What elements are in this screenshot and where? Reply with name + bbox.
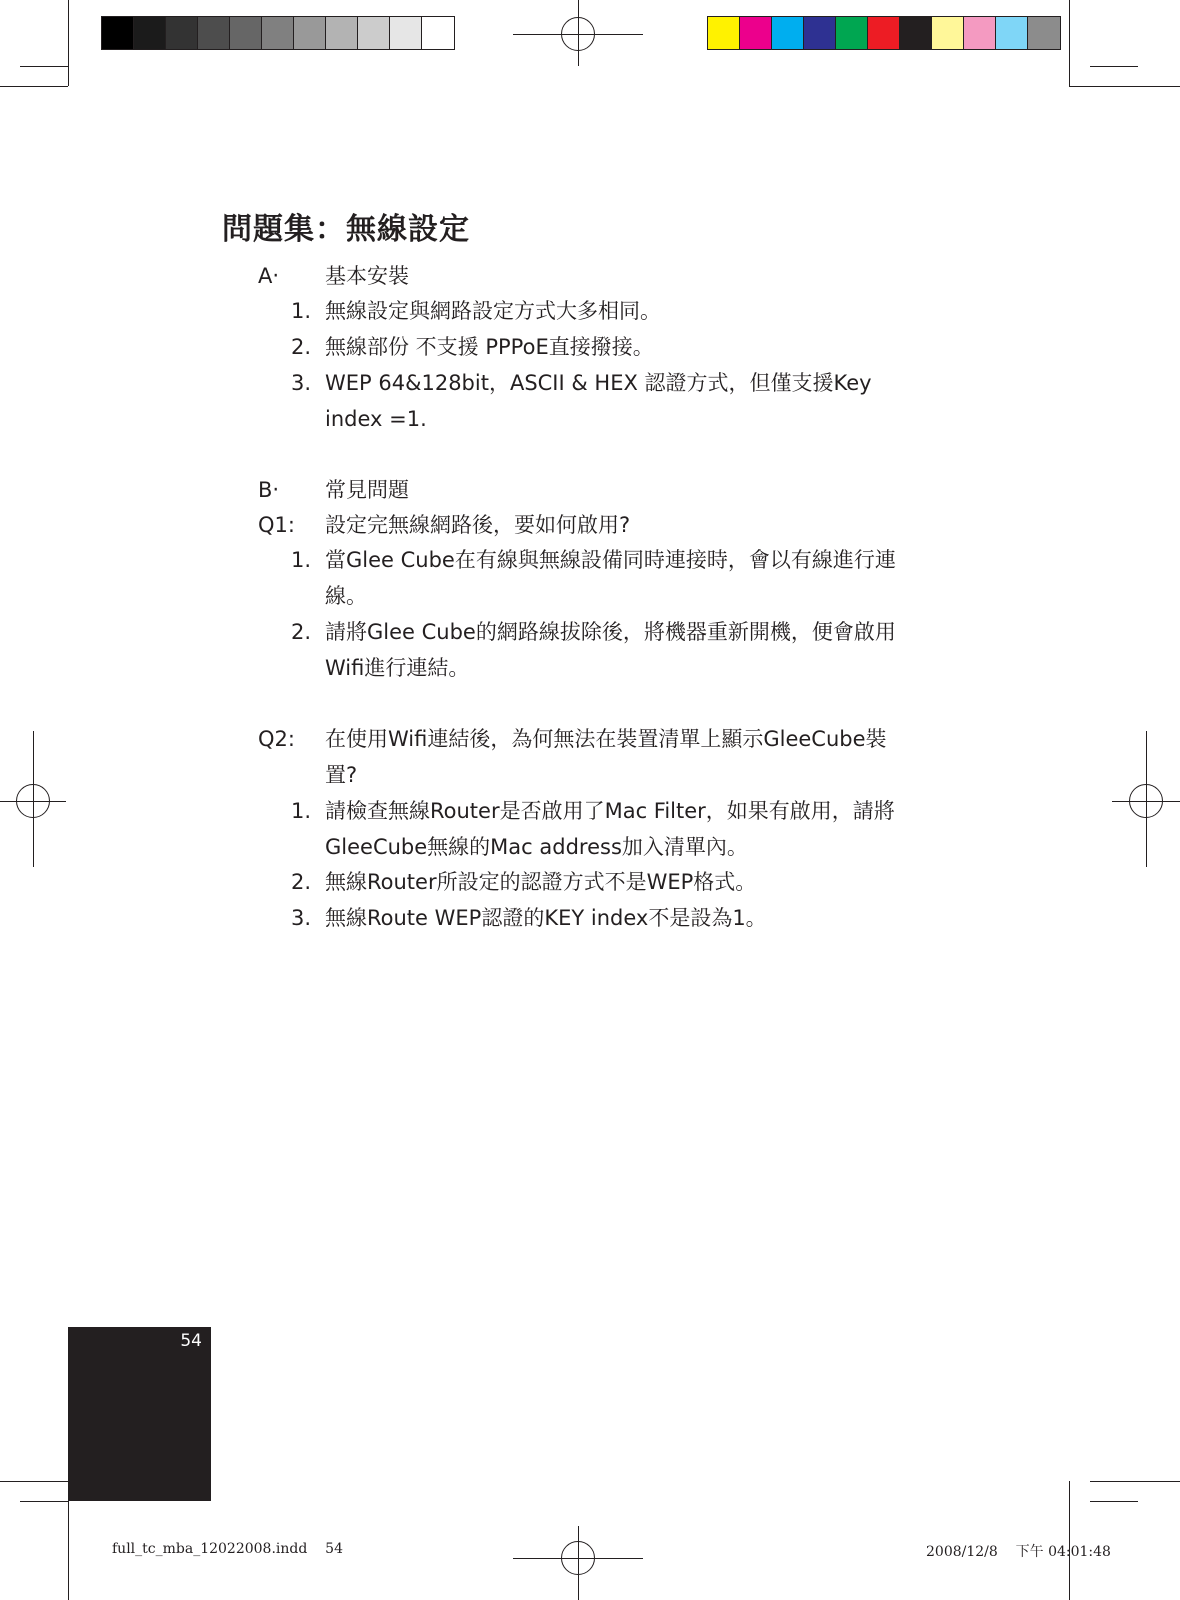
list-item-text: GleeCube無線的Mac address加入清單內。: [325, 835, 748, 859]
color-swatch: [134, 17, 166, 49]
color-swatch: [868, 17, 900, 49]
q2-label: Q2:: [258, 727, 295, 751]
crop-mark: [68, 0, 69, 86]
footer-file-page: 54: [325, 1541, 343, 1557]
color-swatch: [804, 17, 836, 49]
crop-mark: [0, 86, 68, 87]
list-item-number: 2.: [291, 620, 312, 644]
color-swatch: [708, 17, 740, 49]
list-item-text: 無線設定與網路設定方式大多相同。: [325, 299, 661, 323]
crop-mark: [0, 1481, 68, 1482]
list-item-text: 無線部份 不支援 PPPoE直接撥接。: [325, 335, 654, 359]
color-swatch: [836, 17, 868, 49]
list-item-text: 線。: [325, 584, 367, 608]
color-swatch: [740, 17, 772, 49]
crop-mark: [1069, 86, 1180, 87]
registration-mark: [578, 1526, 579, 1600]
crop-mark: [1090, 66, 1138, 67]
color-swatch: [326, 17, 358, 49]
footer-filename: full_tc_mba_12022008.indd: [112, 1541, 308, 1557]
color-swatch: [964, 17, 996, 49]
crop-mark: [20, 66, 68, 67]
crop-mark: [1090, 1481, 1180, 1482]
list-item-number: 3.: [291, 371, 312, 395]
list-item-number: 1.: [291, 299, 312, 323]
color-swatch: [1028, 17, 1060, 49]
list-item-text: 當Glee Cube在有線與無線設備同時連接時，會以有線進行連: [325, 548, 896, 572]
registration-mark: [1146, 731, 1147, 867]
color-swatch: [166, 17, 198, 49]
footer-ampm: 下午: [1015, 1544, 1044, 1560]
q2-question: 在使用Wifi連結後，為何無法在裝置清單上顯示GleeCube裝: [325, 727, 887, 751]
crop-mark: [1069, 0, 1070, 86]
list-item-text: 請將Glee Cube的網路線拔除後，將機器重新開機，便會啟用: [325, 620, 896, 644]
q1-question: 設定完無線網路後，要如何啟用?: [325, 513, 631, 537]
color-swatch: [230, 17, 262, 49]
footer-timestamp: [926, 1541, 1111, 1561]
section-a-heading: 基本安裝: [325, 264, 409, 288]
list-item-text: 無線Route WEP認證的KEY index不是設為1。: [325, 906, 767, 930]
color-swatch: [390, 17, 422, 49]
page-number: 54: [180, 1331, 202, 1351]
color-swatch: [772, 17, 804, 49]
registration-mark: [33, 731, 34, 867]
list-item-number: 3.: [291, 906, 312, 930]
page-number-tab: [68, 1327, 211, 1501]
color-swatch: [198, 17, 230, 49]
list-item-text: Wifi進行連結。: [325, 656, 470, 680]
color-swatch: [932, 17, 964, 49]
crop-mark: [1090, 1501, 1138, 1502]
page-title: 問題集：無線設定: [222, 212, 470, 247]
footer-date: 2008/12/8: [926, 1544, 998, 1560]
color-swatch: [358, 17, 390, 49]
list-item-text: 無線Router所設定的認證方式不是WEP格式。: [325, 870, 757, 894]
list-item-number: 2.: [291, 870, 312, 894]
color-swatch: [422, 17, 454, 49]
section-b-heading: 常見問題: [325, 478, 409, 502]
registration-mark: [578, 0, 579, 66]
section-a-label: A‧: [258, 264, 280, 288]
footer-time: 04:01:48: [1048, 1544, 1111, 1560]
list-item-number: 1.: [291, 799, 312, 823]
color-swatch: [294, 17, 326, 49]
grayscale-bar: [101, 16, 455, 50]
color-swatch: [996, 17, 1028, 49]
list-item-text: index =1.: [325, 407, 427, 431]
q2-question: 置?: [325, 763, 358, 787]
list-item-text: WEP 64&128bit，ASCII & HEX 認證方式，但僅支援Key: [325, 371, 872, 395]
process-color-bar: [707, 16, 1061, 50]
footer-file: [112, 1541, 343, 1557]
section-b-label: B‧: [258, 478, 280, 502]
color-swatch: [262, 17, 294, 49]
crop-mark: [20, 1501, 68, 1502]
color-swatch: [102, 17, 134, 49]
list-item-number: 2.: [291, 335, 312, 359]
list-item-text: 請檢查無線Router是否啟用了Mac Filter，如果有啟用，請將: [325, 799, 895, 823]
color-swatch: [900, 17, 932, 49]
list-item-number: 1.: [291, 548, 312, 572]
q1-label: Q1:: [258, 513, 295, 537]
